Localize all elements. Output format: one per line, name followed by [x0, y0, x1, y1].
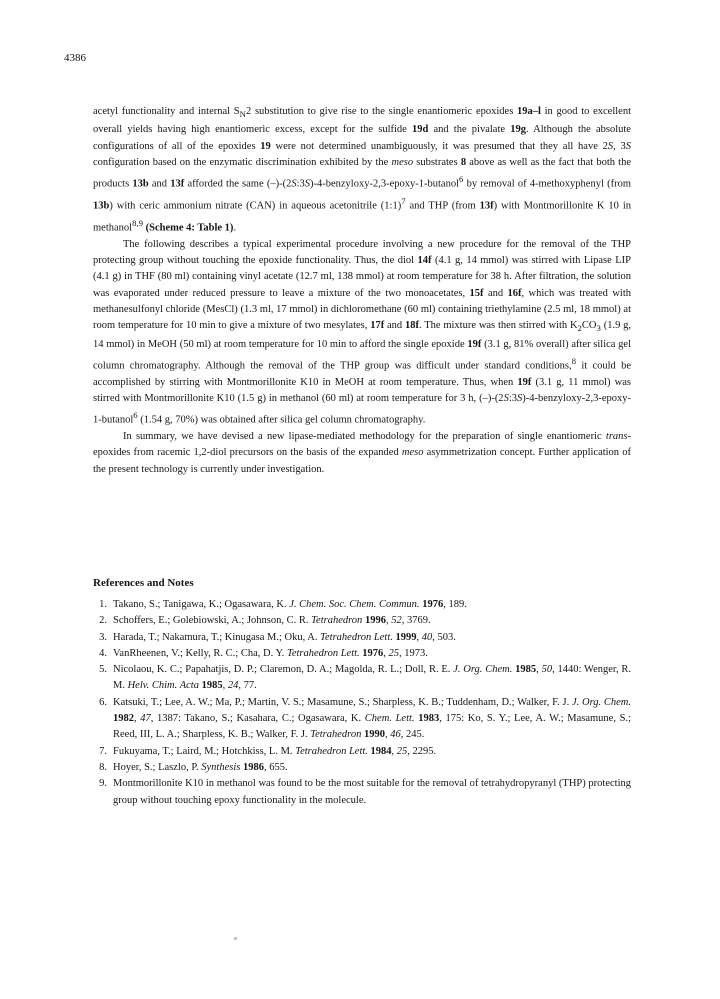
references-heading: References and Notes [93, 577, 194, 589]
reference-text: Nicolaou, K. C.; Papahatjis, D. P.; Claremon, D. A.; Magolda, R. L.; Doll, R. E. J. Org. Chem. 1985, 50, 1440: Wenger, R. M. Helv. Chim. Acta 1985, 24, 77. [113, 664, 632, 692]
reference-number: 1. [99, 599, 107, 610]
reference-number: 7. [99, 745, 107, 757]
reference-text: Montmorillonite K10 in methanol was found to be the most suitable for the removal of tetrahydropyranyl (THP) protecting group without touching epoxy functionality in the molecule. [113, 778, 631, 806]
reference-item [93, 646, 631, 662]
reference-text: Harada, T.; Nakamura, T.; Kinugasa M.; Oku, A. Tetrahedron Lett. 1999, 40, 503. [113, 631, 456, 643]
reference-item [93, 613, 631, 629]
body-text [93, 104, 631, 478]
reference-text: Katsuki, T.; Lee, A. W.; Ma, P.; Martin, V. S.; Masamune, S.; Sharpless, K. B.; Tuddenham, D.; Walker, F. J. J. Org. Chem. 1982, 47, 1387: Takano, S.; Kasahara, C.; Ogasawara, K. Chem. Lett. 1983, 175: Ko, S. Y.; Lee, A. W.; Masamune, S.; Reed, III, L. A.; Sharpless, K. B.; Walker, F. J. Tetrahedron 1990, 46, 245. [113, 696, 631, 741]
scan-speck [234, 937, 237, 940]
paragraph-results: acetyl functionality and internal $S_N2$ substitution to give rise to the single enantiomeric epoxides 19a–l in good to excellent overall yields having high enantiomeric excess, except for the sulfide 19d and the pivalate 19g. Although the absolute configurations of all of the epoxides 19 were not determined unambiguously, it was presumed that they all have 2S, 3S configuration based on the enzymatic discrimination exhibited by the meso substrates 8 above as well as the fact that both the products 13b and 13f afforded the same (–)-(2S:3S)-4-benzyloxy-2,3-epoxy-1-butanol$^6$ by removal of 4-methoxyphenyl (from 13b) with ceric ammonium nitrate (CAN) in aqueous acetonitrile (1:1)$^7$ and THP (from 13f) with Montmorillonite K 10 in methanol$^{8,9}$ (Scheme 4: Table 1). [93, 106, 632, 234]
reference-number: 8. [99, 761, 107, 773]
reference-text: Schoffers, E.; Golebiowski, A.; Johnson, C. R. Tetrahedron 1996, 52, 3769. [113, 615, 431, 627]
reference-item [93, 760, 631, 776]
reference-item [93, 695, 631, 744]
reference-item [93, 662, 631, 695]
reference-number: 3. [99, 631, 107, 643]
paragraph-procedure: The following describes a typical experimental procedure involving a new procedure for the removal of the THP protecting group without touching the epoxide functionality. Thus, the diol 14f (4.1 g, 14 mmol) was stirred with Lipase LIP (4.1 g) in THF (80 ml) containing vinyl acetate (12.7 ml, 138 mmol) at room temperature for 38 h. After filtration, the solution was evaporated under reduced pressure to leave a mixture of the two monoacetates, 15f and 16f, which was treated with methanesulfonyl chloride (MesCl) (1.3 ml, 17 mmol) in dichloromethane (60 ml) containing triethylamine (2.5 ml, 18 mmol) at room temperature for 10 min to give a mixture of two mesylates, 17f and 18f. The mixture was then stirred with $K_2CO_3$ (1.9 g, 14 mmol) in MeOH (50 ml) at room temperature for 10 min to afford the single epoxide 19f (3.1 g, 81% overall) after silica gel column chromatography. Although the removal of the THP group was difficult under standard conditions,$^8$ it could be accomplished by stirring with Montmorillonite K10 in MeOH at room temperature. Thus, when 19f (3.1 g, 11 mmol) was stirred with Montmorillonite K10 (1.5 g) in methanol (60 ml) at room temperature for 3 h, (–)-(2S:3S)-4-benzyloxy-2,3-epoxy-1-butanol$^6$ (1.54 g, 70%) was obtained after silica gel column chromatography. [93, 238, 632, 426]
paragraph-summary: In summary, we have devised a new lipase-mediated methodology for the preparation of single enantiomeric trans-epoxides from racemic 1,2-diol precursors on the basis of the expanded meso asymmetrization concept. Further application of the present technology is currently under investigation. [93, 431, 631, 475]
reference-item [93, 776, 631, 809]
reference-text: VanRheenen, V.; Kelly, R. C.; Cha, D. Y. Tetrahedron Lett. 1976, 25, 1973. [113, 647, 428, 659]
reference-number: 4. [99, 647, 107, 659]
reference-number: 9. [99, 778, 107, 790]
reference-text: Fukuyama, T.; Laird, M.; Hotchkiss, L. M. Tetrahedron Lett. 1984, 25, 2295. [113, 745, 437, 757]
reference-number: 5. [99, 664, 107, 676]
reference-text: Takano, S.; Tanigawa, K.; Ogasawara, K. J. Chem. Soc. Chem. Commun. 1976, 189. [113, 599, 467, 610]
reference-item [93, 630, 631, 646]
page-number: 4386 [64, 52, 86, 64]
reference-item [93, 744, 631, 760]
references-list [93, 597, 631, 809]
reference-number: 2. [99, 615, 107, 627]
reference-item [93, 597, 631, 613]
reference-text: Hoyer, S.; Laszlo, P. Synthesis 1986, 655. [113, 761, 288, 773]
reference-number: 6. [99, 696, 107, 708]
